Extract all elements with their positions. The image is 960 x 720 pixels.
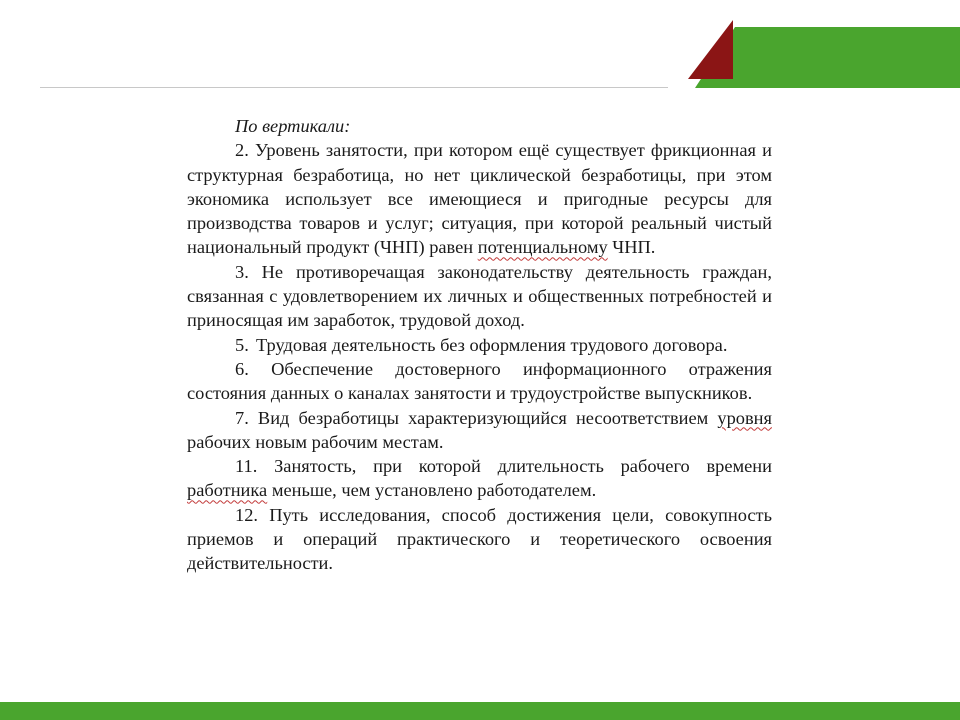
clue-number: 12. — [235, 504, 258, 525]
clue-underlined-word: потенциальному — [477, 237, 608, 258]
clue-number: 2. — [235, 140, 249, 161]
crossword-clues — [187, 114, 772, 576]
header-divider — [40, 87, 668, 88]
clue-3 — [187, 260, 772, 333]
clue-6 — [187, 357, 772, 406]
green-corner-shape — [695, 27, 960, 88]
clue-12 — [187, 503, 772, 576]
clue-number: 7. — [235, 407, 249, 428]
clue-7 — [187, 406, 772, 455]
clue-underlined-word: работника — [187, 480, 268, 501]
clue-text: Вид безработицы характеризующийся несоответствием — [257, 407, 718, 428]
clue-number: 11. — [235, 456, 258, 477]
clue-underlined-word: уровня — [717, 407, 772, 428]
clue-text: Путь исследования, способ достижения цели, совокупность приемов и операций практического и теоретического освоения действительности. — [187, 504, 772, 574]
clue-number: 5. — [235, 334, 249, 355]
clue-2 — [187, 138, 772, 259]
clue-text: Обеспечение достоверного информационного отражения состояния данных о каналах занятости и трудоустройстве выпускников. — [187, 358, 772, 404]
clue-text-tail: рабочих новым рабочим местам. — [187, 431, 444, 452]
section-heading: По вертикали: — [235, 116, 351, 136]
clue-number: 3. — [235, 261, 249, 282]
footer-bar — [0, 702, 960, 720]
clue-text: Не противоречащая законодательству деятельность граждан, связанная с удовлетворением их личных и общественных потребностей и приносящая им заработок, трудовой доход. — [187, 261, 772, 331]
clue-text-tail: ЧНП. — [607, 237, 656, 258]
clue-5 — [187, 333, 857, 357]
clue-11 — [187, 454, 772, 503]
clue-number: 6. — [235, 358, 249, 379]
clue-text-tail: меньше, чем установлено работодателем. — [267, 480, 597, 501]
clue-text: Уровень занятости, при котором ещё существует фрикционная и структурная безработица, но нет циклической безработицы, при этом экономика использует все имеющиеся и пригодные ресурсы для производства товаров и услуг; ситуация, при которой реальный чистый национальный продукт (ЧНП) равен — [187, 140, 772, 258]
clue-text: Трудовая деятельность без оформления трудового договора. — [256, 334, 728, 355]
clue-text: Занятость, при которой длительность рабочего времени — [274, 456, 772, 477]
red-triangle-shape — [688, 20, 733, 79]
